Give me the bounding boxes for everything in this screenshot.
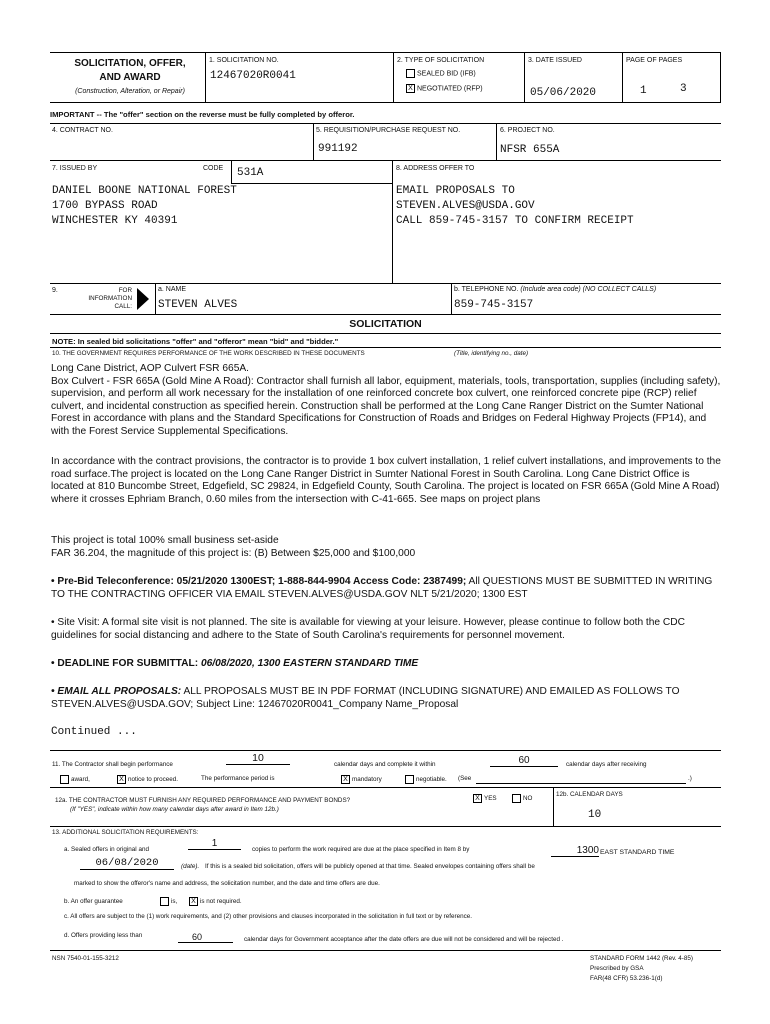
far-reference: FAR(48 CFR) 53.236-1(d) [590, 975, 663, 982]
item11-label: 11. The Contractor shall begin performance [52, 761, 173, 768]
set-aside-note: This project is total 100% small business set-aside FAR 36.204, the magnitude of this project is: (B) Between $25,000 and $100,000 [51, 535, 416, 559]
code-label: CODE [203, 165, 224, 172]
negotiable-option[interactable]: negotiable. [405, 775, 447, 784]
item10-label: 10. THE GOVERNMENT REQUIRES PERFORMANCE OF THE WORK DESCRIBED IN THESE DOCUMENTS [52, 350, 365, 357]
name-label: a. NAME [158, 286, 187, 293]
period-label: The performance period is [201, 775, 275, 782]
date-rest: If this is a sealed bid solicitation, offers will be publicly opened at that time. Sealed envelopes containing offers shall be [205, 863, 535, 870]
contract-no-label: 4. CONTRACT NO. [52, 127, 113, 134]
address-offer: EMAIL PROPOSALS TO STEVEN.ALVES@USDA.GOV CALL 859-745-3157 TO CONFIRM RECEIPT [396, 185, 634, 227]
item12b-label: 12b. CALENDAR DAYS [556, 791, 623, 798]
form-title-2: AND AWARD [99, 72, 161, 83]
guarantee-is-checkbox[interactable] [160, 897, 169, 906]
nsn-number: NSN 7540-01-155-3212 [52, 955, 119, 962]
notice-option[interactable]: X notice to proceed. [117, 775, 178, 784]
standard-form: STANDARD FORM 1442 (Rev. 4-85) [590, 955, 693, 962]
page-number[interactable]: 1 [640, 85, 647, 97]
begin-days[interactable]: 10 [226, 752, 290, 765]
arrow-right-icon [137, 288, 149, 310]
issued-by-address: DANIEL BOONE NATIONAL FOREST 1700 BYPASS ROAD WINCHESTER KY 40391 [52, 185, 237, 227]
negotiable-checkbox[interactable] [405, 775, 414, 784]
description-para2: In accordance with the contract provisions, the contractor is to provide 1 box culvert installation, 1 relief culvert installations, and improvements to the road surface.The project is located on the Long Cane Ranger District in Sumter National Forest in South Carolina. Long Cane District Office is located at 810 Buncombe Street, Edgefield, SC 29824, in Edgefield County, South Carolina. The project is located on FSR 665A (Gold Mine A Road) where it crosses Ephriam Branch, 0.60 miles from the intersection with C-41-665. See maps on project plans [51, 456, 721, 505]
solicitation-no-label: 1. SOLICITATION NO. [209, 57, 279, 64]
item13c-text: c. All offers are subject to the (1) work requirements, and (2) other provisions and clauses incorporated in the solicitation in full text or by reference. [64, 913, 472, 920]
prescribed-by: Prescribed by GSA [590, 965, 644, 972]
item11-end: calendar days after receiving [566, 761, 647, 768]
email-proposals: • EMAIL ALL PROPOSALS: ALL PROPOSALS MUST BE IN PDF FORMAT (INCLUDING SIGNATURE) AND EMAILED AS FOLLOWS TO STEVEN.ALVES@USDA.GOV; Subject Line: 12467020R0041_Company Name_Proposal [51, 686, 680, 710]
description-title: Long Cane District, AOP Culvert FSR 665A. [51, 363, 249, 374]
mandatory-option[interactable]: X mandatory [341, 775, 382, 784]
item13d-rest: calendar days for Government acceptance after the date offers are due will not be considered and will be rejected . [244, 936, 564, 943]
address-offer-label: 8. ADDRESS OFFER TO [396, 165, 475, 172]
item11-mid: calendar days and complete it within [334, 761, 436, 768]
item13a-text2: copies to perform the work required are due at the place specified in Item 8 by [252, 846, 470, 853]
site-visit: • Site Visit: A formal site visit is not planned. The site is available for viewing at your leisure. However, please continue to follow both the CDC guidelines for social distancing and adhere to the State of South Carolina's requirements for personnel movement. [51, 617, 686, 641]
bonds-no[interactable]: NO [512, 794, 532, 803]
description-para1: Box Culvert - FSR 665A (Gold Mine A Road): Contractor shall furnish all labor, equipment, materials, tools, transportation, supplies (including safety), supervision, and perform all work necessary for the installation of one reinforced concrete box culvert, one reinforced concrete pipe (RCP) relief culvert, and incidental construction as specified herein. Construction shall be performed at the Long Cane Ranger District on the Sumter National Forest in accordance with plans and the Standard Specifications for Construction of Roads and Bridges on Federal Highway Projects (FP14), and with the Forest Service Supplemental Specifications. [51, 375, 721, 437]
award-option[interactable]: award, [60, 775, 90, 784]
bonds-no-checkbox[interactable] [512, 794, 521, 803]
complete-days[interactable]: 60 [490, 755, 558, 767]
award-checkbox[interactable] [60, 775, 69, 784]
continued: Continued ... [51, 726, 137, 738]
negotiated-checkbox[interactable]: X [406, 84, 415, 93]
marked-note: marked to show the offeror's name and address, the solicitation number, and the date and time offers are due. [74, 880, 380, 887]
item13-label: 13. ADDITIONAL SOLICITATION REQUIREMENTS: [52, 829, 199, 836]
contact-name[interactable]: STEVEN ALVES [158, 299, 238, 311]
requisition-label: 5. REQUISITION/PURCHASE REQUEST NO. [316, 127, 461, 134]
form-title: SOLICITATION, OFFER, [74, 58, 186, 69]
solicitation-no[interactable]: 12467020R0041 [210, 70, 296, 82]
notice-checkbox[interactable]: X [117, 775, 126, 784]
item13a-text: a. Sealed offers in original and [64, 846, 149, 853]
code-value[interactable]: 531A [237, 167, 264, 179]
deadline: • DEADLINE FOR SUBMITTAL: 06/08/2020, 1300 EASTERN STANDARD TIME [51, 658, 419, 669]
item9-num: 9. [52, 287, 58, 294]
telephone-label: b. TELEPHONE NO. (Include area code) (NO COLLECT CALLS) [454, 286, 657, 293]
item13d-text: d. Offers providing less than [64, 932, 143, 939]
page-count[interactable]: 3 [680, 83, 687, 95]
negotiated-option[interactable]: X NEGOTIATED (RFP) [406, 84, 483, 93]
guarantee-is[interactable]: is, [160, 897, 177, 906]
item12a-note: (If "YES", indicate within how many calendar days after award in Item 12b.) [70, 806, 279, 813]
sealed-bid-note: NOTE: In sealed bid solicitations "offer" and "offeror" mean "bid" and "bidder." [52, 337, 339, 346]
guarantee-isnot-checkbox[interactable]: X [189, 897, 198, 906]
mandatory-checkbox[interactable]: X [341, 775, 350, 784]
solicitation-heading: SOLICITATION [349, 318, 422, 330]
date-issued-label: 3. DATE ISSUED [528, 57, 582, 64]
time-zone: EAST STANDARD TIME [600, 849, 675, 856]
important-note: IMPORTANT -- The "offer" section on the reverse must be fully completed by offeror. [50, 110, 355, 119]
copies-count[interactable]: 1 [188, 838, 241, 850]
form-subtitle: (Construction, Alteration, or Repair) [75, 88, 185, 95]
item13b-text: b. An offer guarantee [64, 898, 123, 905]
bonds-yes-checkbox[interactable]: X [473, 794, 482, 803]
for-information: FOR INFORMATION CALL: [88, 287, 132, 310]
page-label: PAGE OF PAGES [626, 57, 683, 64]
due-date[interactable]: 06/08/2020 [80, 857, 174, 870]
date-note: (date). [181, 863, 200, 870]
sealed-bid-option[interactable]: SEALED BID (IFB) [406, 69, 476, 78]
bonds-yes[interactable]: X YES [473, 794, 497, 803]
type-label: 2. TYPE OF SOLICITATION [397, 57, 485, 64]
acceptance-days[interactable]: 60 [178, 932, 233, 943]
requisition-no[interactable]: 991192 [318, 143, 358, 155]
sealed-bid-checkbox[interactable] [406, 69, 415, 78]
item12a-label: 12a. THE CONTRACTOR MUST FURNISH ANY REQUIRED PERFORMANCE AND PAYMENT BONDS? [55, 797, 351, 804]
guarantee-isnot[interactable]: X is not required. [189, 897, 242, 906]
work-description [51, 363, 721, 439]
item10-note: (Title, identifying no., date) [454, 350, 529, 357]
prebid-teleconference: • Pre-Bid Teleconference: 05/21/2020 1300EST; 1-888-844-9904 Access Code: 2387499; All QUESTIONS MUST BE SUBMITTED IN WRITING TO THE CONTRACTING OFFICER VIA EMAIL STEVEN.ALVES@USDA.GOV NLT 5/21/2020; 1300 EST [51, 576, 713, 600]
see-field[interactable] [476, 783, 686, 784]
see-end: .) [688, 775, 692, 782]
project-no[interactable]: NFSR 655A [500, 144, 560, 156]
calendar-days[interactable]: 10 [588, 809, 602, 821]
due-time[interactable]: 1300 [551, 845, 599, 857]
date-issued[interactable]: 05/06/2020 [530, 87, 597, 99]
issued-by-label: 7. ISSUED BY [52, 165, 98, 172]
telephone-no[interactable]: 859-745-3157 [454, 299, 534, 311]
project-no-label: 6. PROJECT NO. [500, 127, 555, 134]
see-ref: (See [458, 775, 472, 782]
